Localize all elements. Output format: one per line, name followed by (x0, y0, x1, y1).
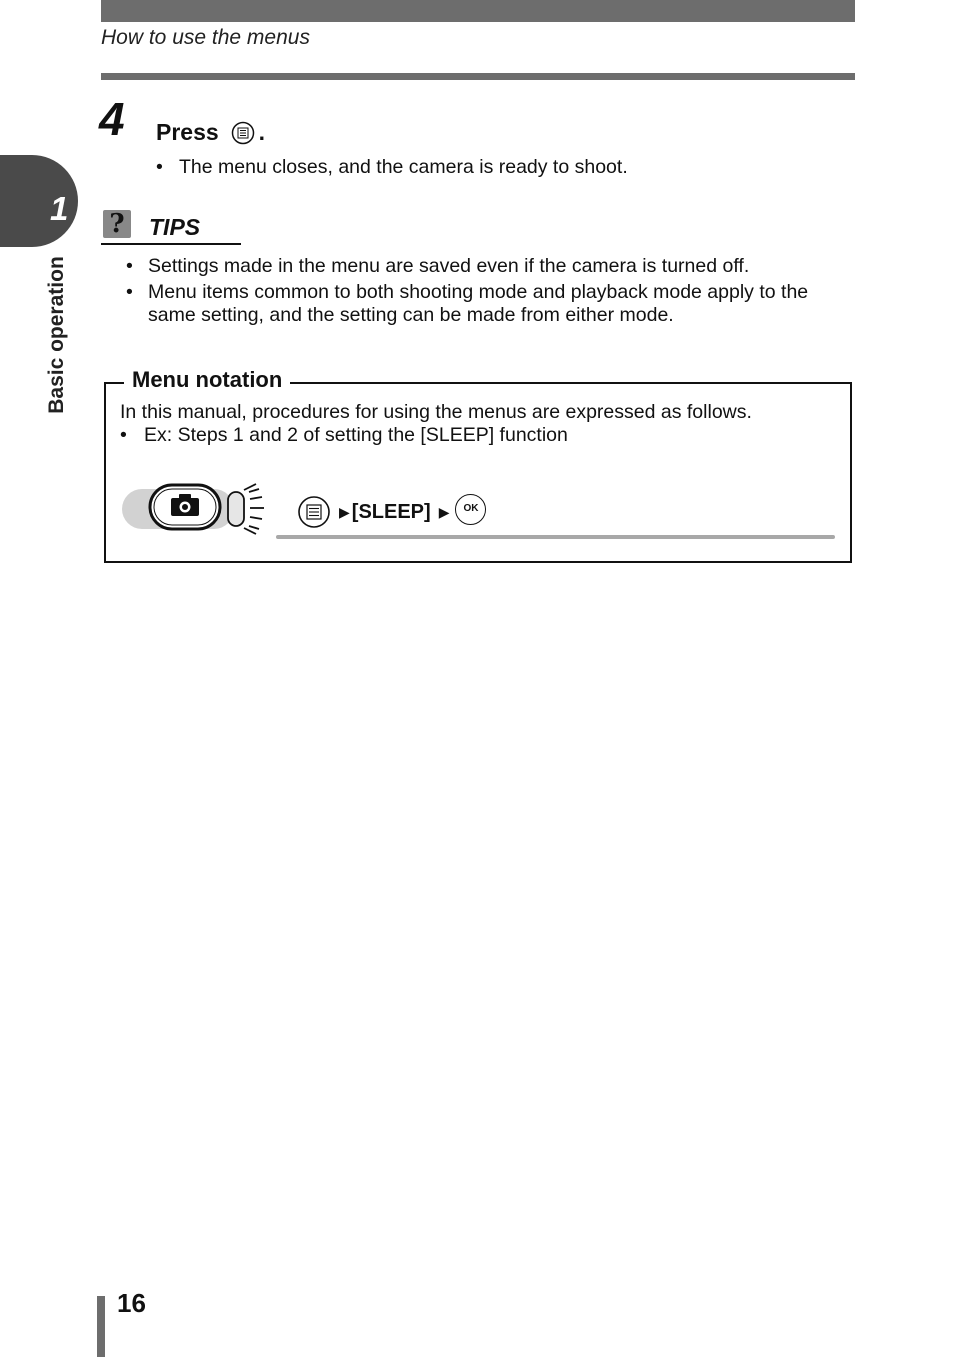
tips-item-text: Menu items common to both shooting mode and playback mode apply to the (148, 281, 809, 303)
menu-notation-intro: In this manual, procedures for using the menus are expressed as follows. (120, 401, 752, 423)
chapter-number: 1 (50, 190, 69, 227)
tips-item-text: Settings made in the menu are saved even if the camera is turned off. (148, 255, 750, 277)
question-mark-icon: ? (103, 210, 131, 238)
arrow-right-icon: ▶ (438, 503, 450, 520)
tips-title: TIPS (149, 214, 201, 240)
tips-item (126, 254, 749, 278)
example-text: Ex: Steps 1 and 2 of setting the [SLEEP] function (144, 424, 568, 446)
page-number: 16 (117, 1288, 146, 1318)
bullet-dot: • (126, 281, 133, 303)
chapter-label: Basic operation (45, 256, 68, 414)
press-label: Press (156, 119, 219, 145)
menu-notation-title: Menu notation (124, 367, 290, 393)
bullet-dot: • (126, 255, 133, 277)
menu-notation-example (120, 424, 568, 447)
header-bar (101, 0, 855, 22)
step-bullet-text: The menu closes, and the camera is ready to shoot. (179, 156, 628, 178)
bullet-dot: • (156, 156, 163, 178)
menu-sequence (297, 494, 486, 530)
menu-button-icon (297, 495, 331, 529)
bullet-dot: • (120, 424, 127, 446)
step-instruction (156, 119, 265, 146)
menu-button-icon (231, 121, 255, 145)
page-number-bar (97, 1296, 105, 1357)
tips-underline (101, 243, 241, 245)
step-number: 4 (99, 93, 125, 145)
ok-button-icon (455, 494, 486, 525)
step-bullet (156, 155, 628, 179)
section-title: How to use the menus (101, 26, 310, 49)
sequence-underline (276, 535, 835, 539)
tips-item (126, 280, 808, 304)
press-suffix: . (258, 119, 266, 145)
sequence-item: [SLEEP] (351, 500, 431, 523)
header-rule (101, 73, 855, 80)
tips-item-continuation: same setting, and the setting can be made from either mode. (148, 304, 674, 326)
arrow-right-icon: ▶ (339, 503, 350, 520)
ok-label: OK (463, 502, 479, 514)
camera-mode-dial-icon (122, 482, 267, 540)
